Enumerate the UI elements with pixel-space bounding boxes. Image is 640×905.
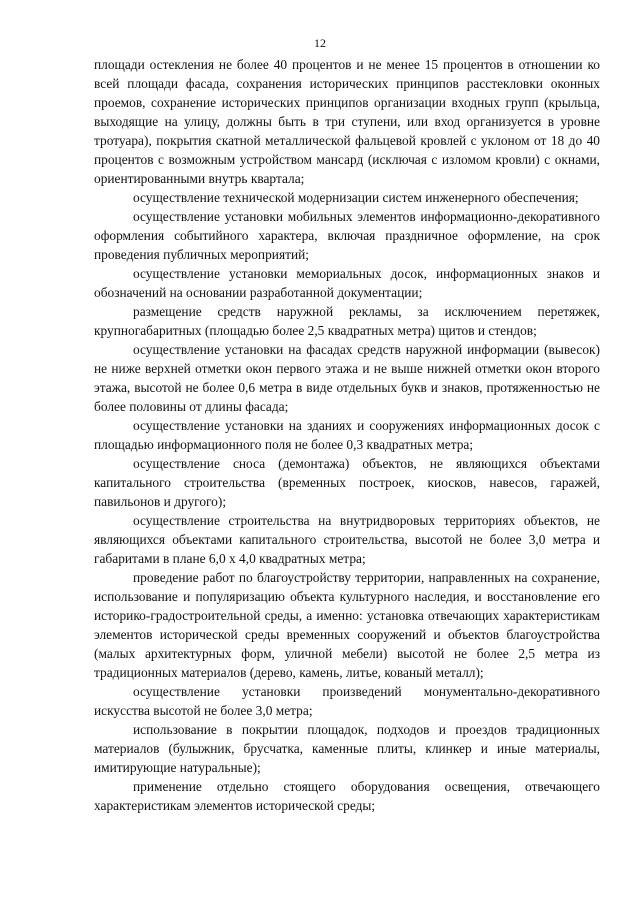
paragraph-monumental-art: осуществление установки произведений монументально-декоративного искусства высотой не более 3,0 метра; bbox=[94, 684, 600, 718]
paragraph-engineering-modernization: осуществление технической модернизации систем инженерного обеспечения; bbox=[133, 190, 579, 205]
paragraph-information-boards: осуществление установки на зданиях и сооружениях информационных досок с площадью информационного поля не более 0,3 квадратных метра; bbox=[94, 418, 600, 452]
paragraph-glazing-continuation: площади остекления не более 40 процентов и не менее 15 процентов в отношении ко всей площади фасада, сохранения исторических принципов расстекловки оконных проемов, сохранение исторических принципов организации входных групп (крыльца, выходящие на улицу, должны быть в три ступени, или вход организуется в уровне тротуара), покрытия скатной металлической фальцевой кровлей с уклоном от 18 до 40 процентов с возможным устройством мансард (исключая с изломом кровли) с окнами, ориентированными внутрь квартала; bbox=[94, 57, 600, 186]
paragraph-lighting-equipment: применение отдельно стоящего оборудования освещения, отвечающего характеристикам элементов исторической среды; bbox=[94, 779, 600, 813]
document-body bbox=[94, 55, 600, 815]
page-number: 12 bbox=[314, 36, 326, 50]
paragraph-demolition: осуществление сноса (демонтажа) объектов, не являющихся объектами капитального строительства (временных построек, киосков, навесов, гаражей, павильонов и другого); bbox=[94, 456, 600, 509]
paragraph-paving-materials: использование в покрытии площадок, подходов и проездов традиционных материалов (булыжник, брусчатка, каменные плиты, клинкер и иные материалы, имитирующие натуральные); bbox=[94, 722, 600, 775]
paragraph-landscaping: проведение работ по благоустройству территории, направленных на сохранение, использование и популяризацию объекта культурного наследия, и восстановление его историко-градостроительной среды, а именно: установка отвечающих характеристикам элементов исторической среды временных сооружений и объектов благоустройства (малых архитектурных форм, уличной мебели) высотой не более 2,5 метра из традиционных материалов (дерево, камень, литье, кованый металл); bbox=[94, 570, 600, 680]
paragraph-memorial-plaques: осуществление установки мемориальных досок, информационных знаков и обозначений на основании разработанной документации; bbox=[94, 266, 600, 300]
paragraph-outdoor-advertising: размещение средств наружной рекламы, за исключением перетяжек, крупногабаритных (площадью более 2,5 квадратных метра) щитов и стендов; bbox=[94, 304, 600, 338]
paragraph-facade-signage: осуществление установки на фасадах средств наружной информации (вывесок) не ниже верхней отметки окон первого этажа и не выше нижней отметки окон второго этажа, высотой не более 0,6 метра в виде отдельных букв и знаков, протяженностью не более половины от длины фасада; bbox=[94, 342, 600, 414]
paragraph-mobile-decoration: осуществление установки мобильных элементов информационно-декоративного оформления событийного характера, включая праздничное оформление, на срок проведения публичных мероприятий; bbox=[94, 209, 600, 262]
paragraph-courtyard-construction: осуществление строительства на внутридворовых территориях объектов, не являющихся объектами капитального строительства, высотой не более 3,0 метра и габаритами в плане 6,0 х 4,0 квадратных метра; bbox=[94, 513, 600, 566]
